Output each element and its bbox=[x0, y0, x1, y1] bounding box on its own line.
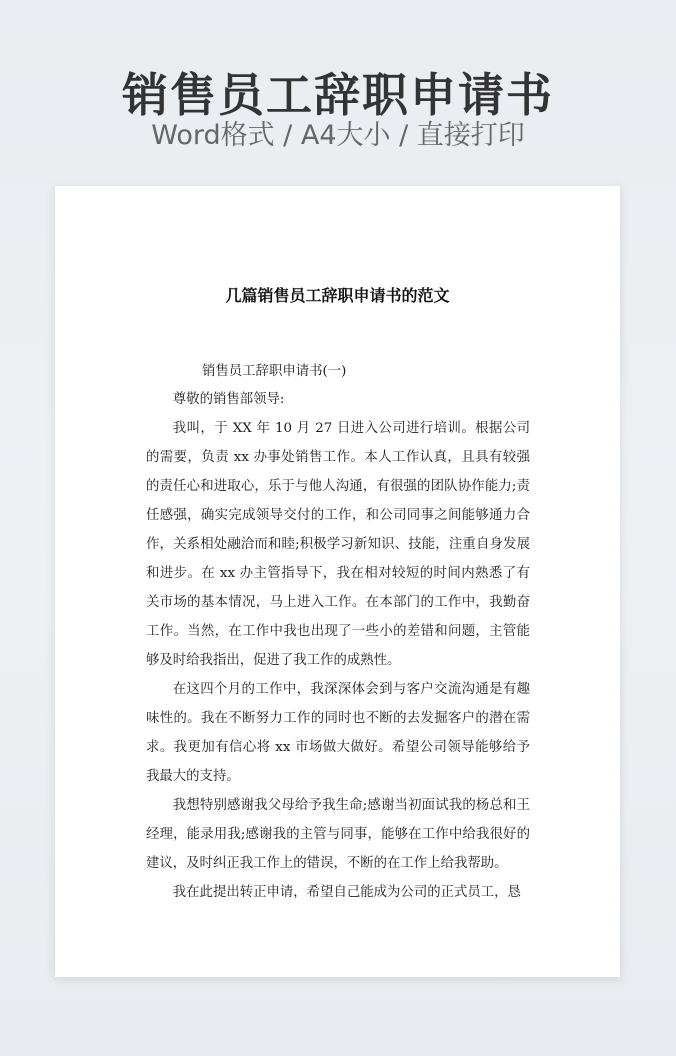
body-paragraph-4: 我在此提出转正申请，希望自己能成为公司的正式员工，恳 bbox=[172, 885, 521, 900]
body-paragraph-3: 我想特别感谢我父母给予我生命;感谢当初面试我的杨总和王经理，能录用我;感谢我的主管与同事，能够在工作中给我很好的建议，及时纠正我工作上的错误，不断的在工作上给我帮助。 bbox=[146, 798, 530, 871]
document-body bbox=[146, 358, 530, 907]
banner-title: 销售员工辞职申请书 bbox=[122, 68, 554, 122]
document-title: 几篇销售员工辞职申请书的范文 bbox=[225, 286, 450, 305]
body-paragraph-1: 我叫，于 XX 年 10 月 27 日进入公司进行培训。根据公司的需要，负责 xx 办事处销售工作。本人工作认真，且具有较强的责任心和进取心，乐于与他人沟通，有很强的团队协作能力;责任感强，确实完成领导交付的工作，和公司同事之间能够通力合作，关系相处融洽而和睦;积极学习新知识、技能，注重自身发展和进步。在 xx 办主管指导下，我在相对较短的时间内熟悉了有关市场的基本情况，马上进入工作。在本部门的工作中，我勤奋工作。当然，在工作中我也出现了一些小的差错和问题，主管能够及时给我指出，促进了我工作的成熟性。 bbox=[146, 421, 530, 668]
letter-salutation: 尊敬的销售部领导: bbox=[172, 392, 285, 407]
banner-subtitle: Word格式 / A4大小 / 直接打印 bbox=[151, 120, 525, 151]
letter-subheading: 销售员工辞职申请书(一) bbox=[202, 364, 347, 379]
body-paragraph-2: 在这四个月的工作中，我深深体会到与客户交流沟通是有趣味性的。我在不断努力工作的同时也不断的去发掘客户的潜在需求。我更加有信心将 xx 市场做大做好。希望公司领导能够给予我最大的支持。 bbox=[146, 682, 530, 784]
document-page bbox=[55, 186, 620, 977]
